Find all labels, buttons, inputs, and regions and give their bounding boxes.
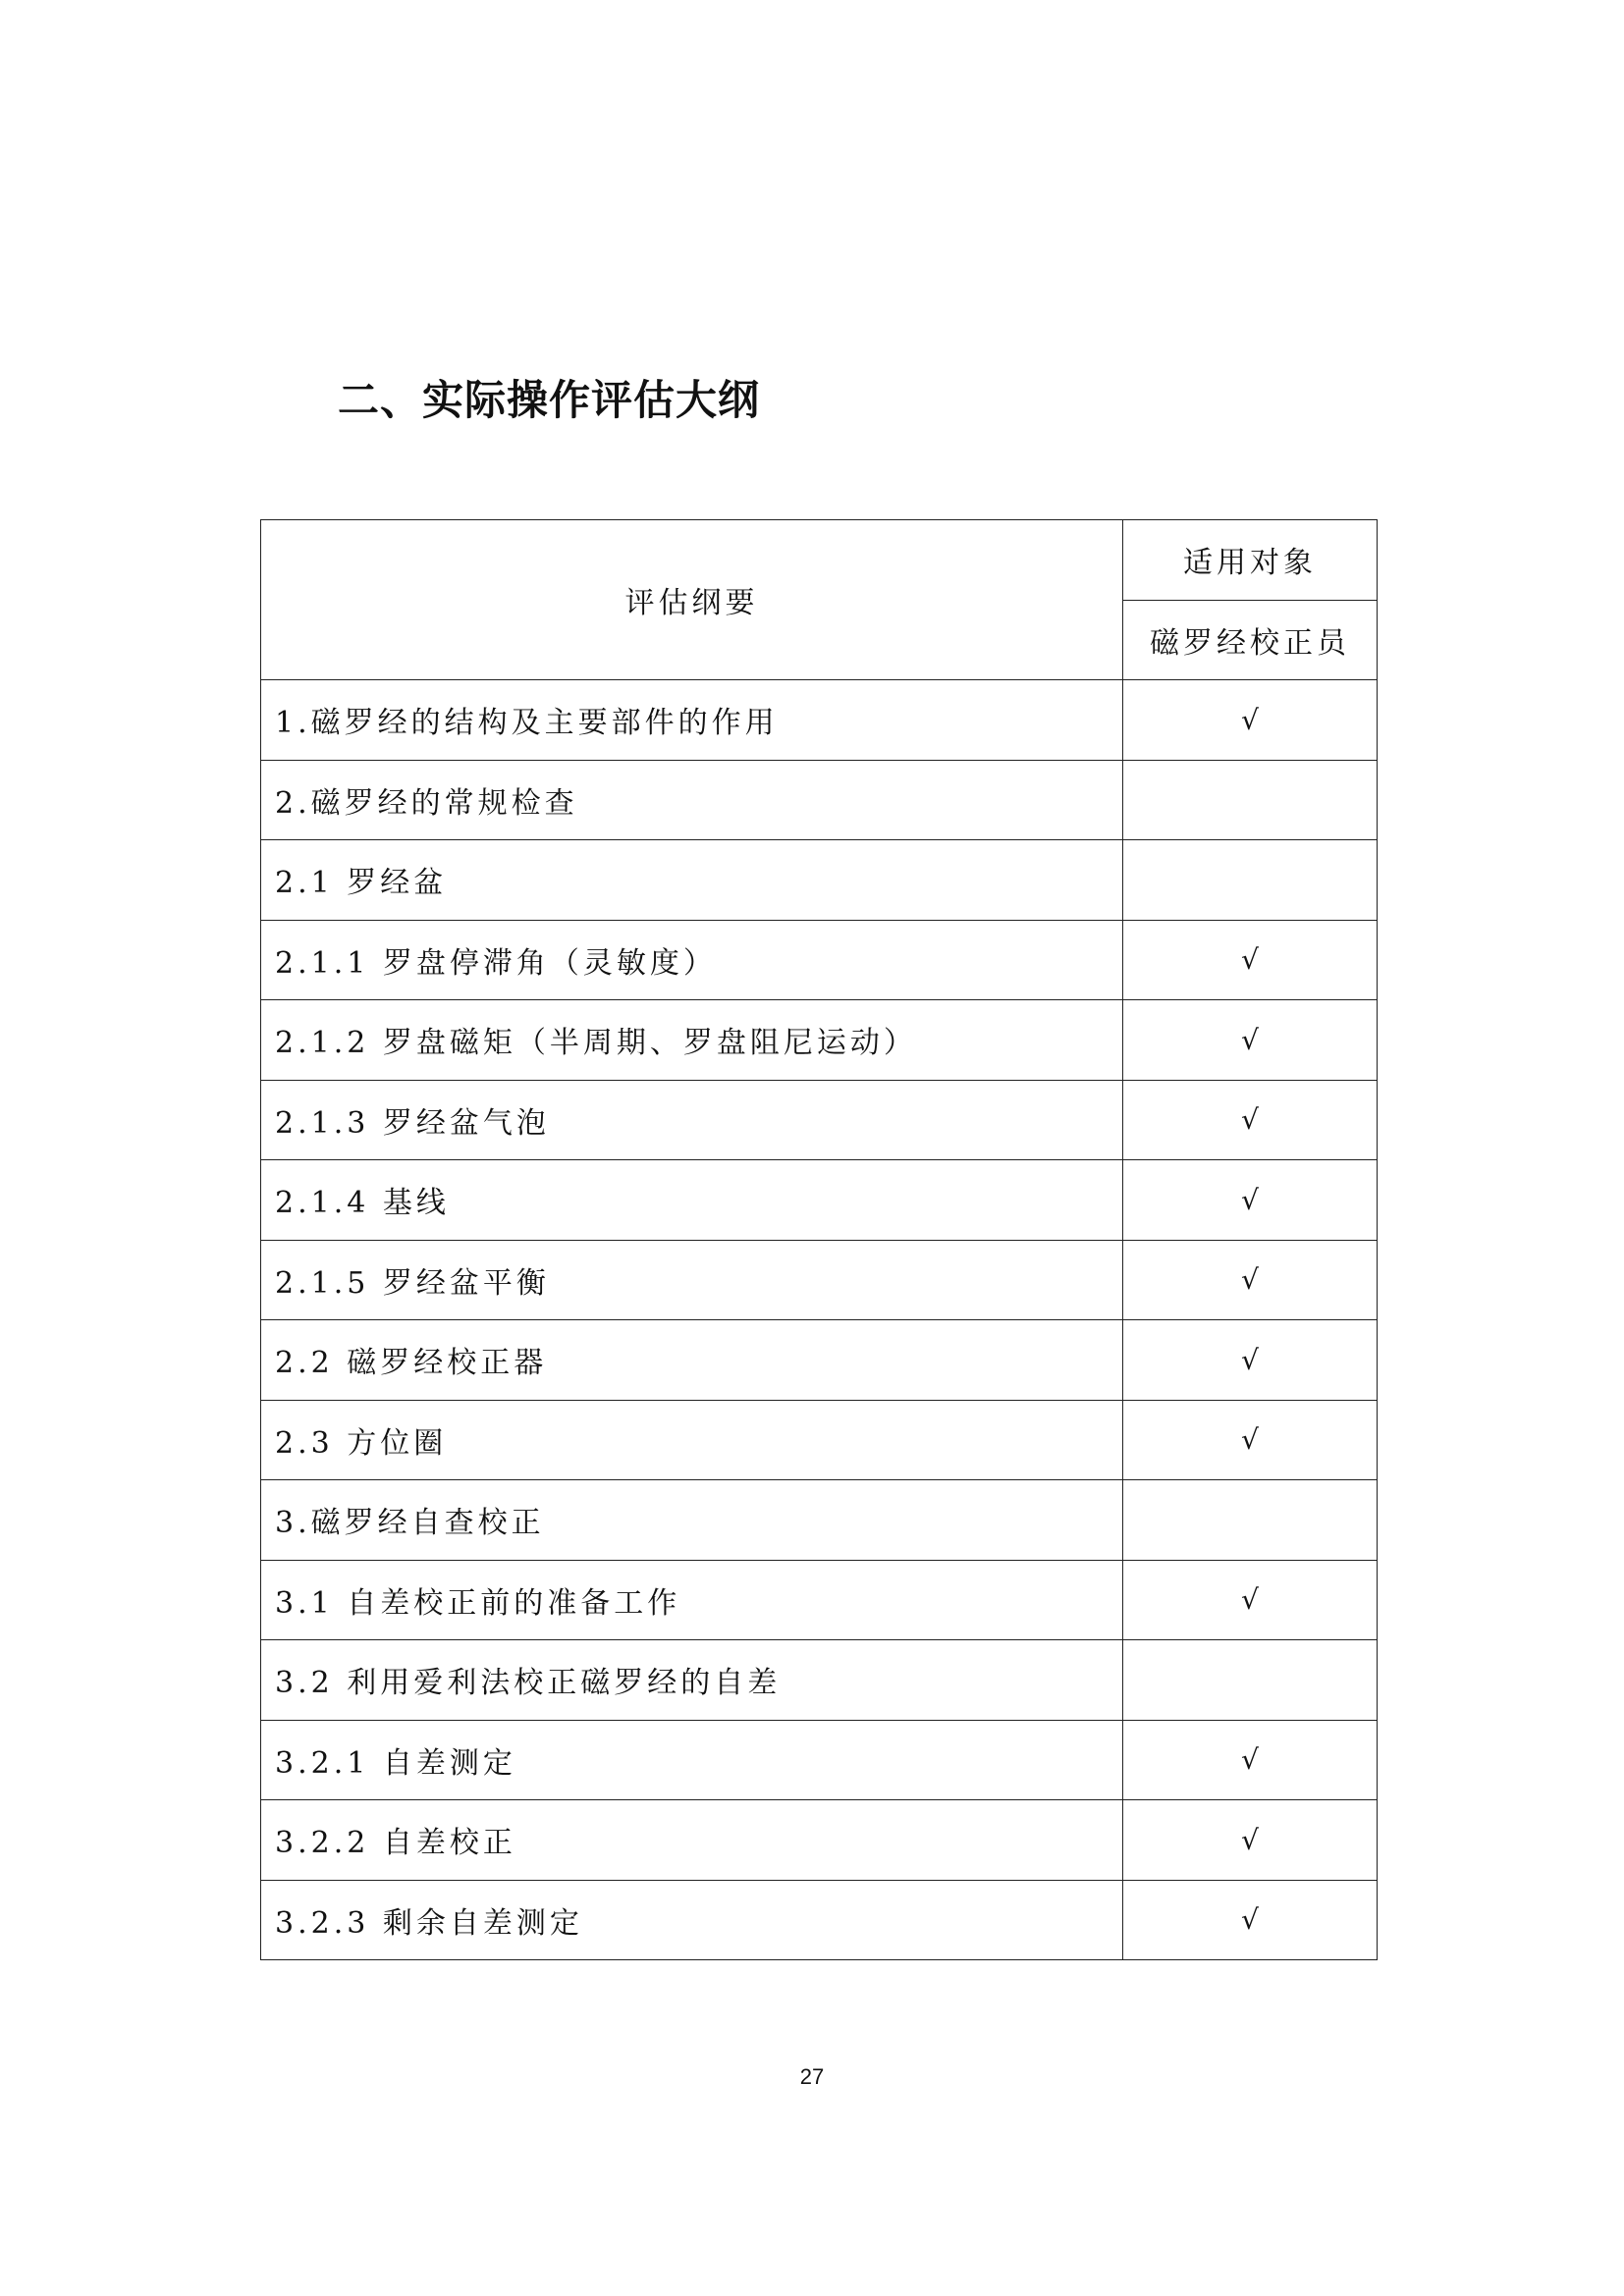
table-row	[261, 1400, 1378, 1480]
table-row	[261, 760, 1378, 840]
table-row	[261, 840, 1378, 921]
table-row	[261, 1320, 1378, 1401]
table-row	[261, 1720, 1378, 1800]
check-mark-cell	[1123, 1480, 1378, 1561]
header-outline-cell: 评估纲要	[261, 520, 1123, 680]
item-cell: 2.1.5 罗经盆平衡	[261, 1240, 1123, 1320]
check-mark-cell: √	[1123, 1720, 1378, 1800]
check-mark-cell: √	[1123, 1560, 1378, 1640]
check-mark-cell: √	[1123, 1080, 1378, 1160]
assessment-outline-table	[260, 519, 1378, 1960]
item-cell: 3.2 利用爱利法校正磁罗经的自差	[261, 1640, 1123, 1721]
table-row	[261, 1160, 1378, 1241]
item-cell: 3.2.3 剩余自差测定	[261, 1880, 1123, 1960]
check-mark-cell	[1123, 1640, 1378, 1721]
check-mark-cell	[1123, 760, 1378, 840]
table-header-row	[261, 520, 1378, 601]
item-cell: 2.3 方位圈	[261, 1400, 1123, 1480]
item-cell: 2.1.3 罗经盆气泡	[261, 1080, 1123, 1160]
table-row	[261, 920, 1378, 1000]
item-cell: 2.1.1 罗盘停滞角（灵敏度）	[261, 920, 1123, 1000]
table-row	[261, 1480, 1378, 1561]
header-applicable-cell: 适用对象	[1123, 520, 1378, 601]
check-mark-cell: √	[1123, 1000, 1378, 1081]
table-row	[261, 1640, 1378, 1721]
check-mark-cell: √	[1123, 920, 1378, 1000]
check-mark-cell	[1123, 840, 1378, 921]
item-cell: 3.1 自差校正前的准备工作	[261, 1560, 1123, 1640]
check-mark-cell: √	[1123, 1400, 1378, 1480]
check-mark-cell: √	[1123, 1320, 1378, 1401]
table-row	[261, 680, 1378, 761]
section-heading: 二、实际操作评估大纲	[338, 376, 761, 424]
item-cell: 2.1.4 基线	[261, 1160, 1123, 1241]
item-cell: 1.磁罗经的结构及主要部件的作用	[261, 680, 1123, 761]
item-cell: 2.1 罗经盆	[261, 840, 1123, 921]
header-role-cell: 磁罗经校正员	[1123, 600, 1378, 680]
table-row	[261, 1240, 1378, 1320]
table-row	[261, 1080, 1378, 1160]
item-cell: 3.2.1 自差测定	[261, 1720, 1123, 1800]
table-row	[261, 1560, 1378, 1640]
item-cell: 2.磁罗经的常规检查	[261, 760, 1123, 840]
item-cell: 3.2.2 自差校正	[261, 1800, 1123, 1881]
item-cell: 3.磁罗经自查校正	[261, 1480, 1123, 1561]
check-mark-cell: √	[1123, 680, 1378, 761]
table-row	[261, 1880, 1378, 1960]
check-mark-cell: √	[1123, 1800, 1378, 1881]
page-number: 27	[799, 2064, 825, 2089]
item-cell: 2.1.2 罗盘磁矩（半周期、罗盘阻尼运动）	[261, 1000, 1123, 1081]
table-row	[261, 1800, 1378, 1881]
table-row	[261, 1000, 1378, 1081]
item-cell: 2.2 磁罗经校正器	[261, 1320, 1123, 1401]
check-mark-cell: √	[1123, 1160, 1378, 1241]
check-mark-cell: √	[1123, 1240, 1378, 1320]
check-mark-cell: √	[1123, 1880, 1378, 1960]
